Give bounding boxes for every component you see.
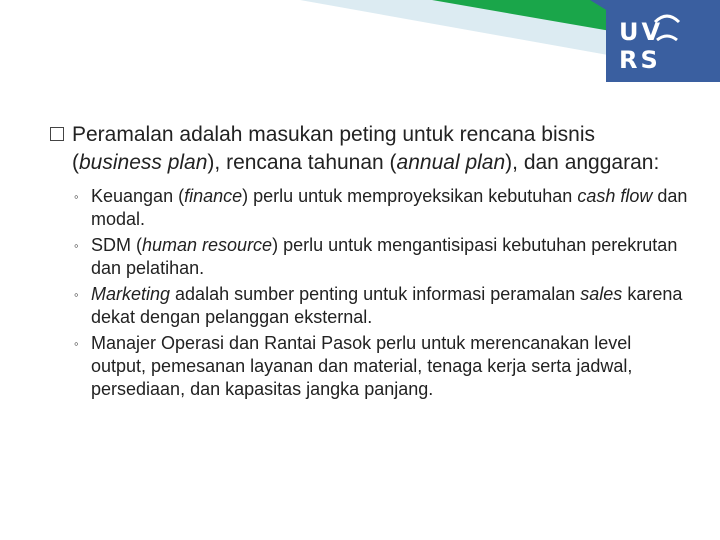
circle-bullet-icon: ◦ [74,189,79,204]
sub-bullet-text [91,333,632,399]
circle-bullet-icon: ◦ [74,238,79,253]
sub-bullet-segment: finance [184,186,243,206]
sub-bullet-segment: ) perlu untuk mengantisipasi kebutuhan perekrutan dan pelatihan. [91,235,678,278]
circle-bullet-icon: ◦ [74,287,79,302]
sub-bullet-segment: Marketing [91,284,171,304]
main_point-segment: annual plan [396,151,506,174]
sub-bullet-item [74,283,690,329]
main_point-segment: business plan [79,151,208,174]
logo-text-left: UV [619,18,664,46]
main-bullet-text [72,123,659,174]
sub-bullet-segment: karena dekat dengan pelanggan eksternal. [91,284,683,327]
main_point-segment: Peramalan adalah masukan peting untuk rencana bisnis ( [72,123,596,174]
sub-bullet-segment: Manajer Operasi dan Rantai Pasok perlu untuk merencanakan level output, pemesanan layanan dan material, tenaga kerja serta jadwal, persediaan, dan kapasitas jangka panjang. [91,333,633,399]
sub-bullet-segment: sales [580,284,623,304]
sub-bullet-segment: SDM ( [91,235,142,255]
sub-bullet-text [91,235,677,278]
circle-bullet-icon: ◦ [74,336,79,351]
header-banner [0,0,720,90]
logo-text-right: RS [619,46,661,74]
sub-bullet-segment: human resource [142,235,273,255]
main-bullet [50,121,690,177]
main_point-segment: ), rencana tahunan ( [207,151,397,174]
sub-bullet-segment: Keuangan ( [91,186,185,206]
sub-bullet-text [91,284,682,327]
square-bullet-icon [50,127,64,141]
sub-bullet-list [50,185,690,401]
sub-bullet-segment: dan modal. [91,186,688,229]
sub-bullet-text [91,186,687,229]
sub-bullet-item [74,185,690,231]
sub-bullet-item [74,332,690,401]
sub-bullet-segment: cash flow [577,186,653,206]
sub-bullet-segment: adalah sumber penting untuk informasi peramalan [170,284,581,304]
slide-content [50,121,690,404]
main_point-segment: ), dan anggaran: [505,151,660,174]
uvers-logo [619,18,720,74]
sub-bullet-item [74,234,690,280]
sub-bullet-segment: ) perlu untuk memproyeksikan kebutuhan [242,186,578,206]
